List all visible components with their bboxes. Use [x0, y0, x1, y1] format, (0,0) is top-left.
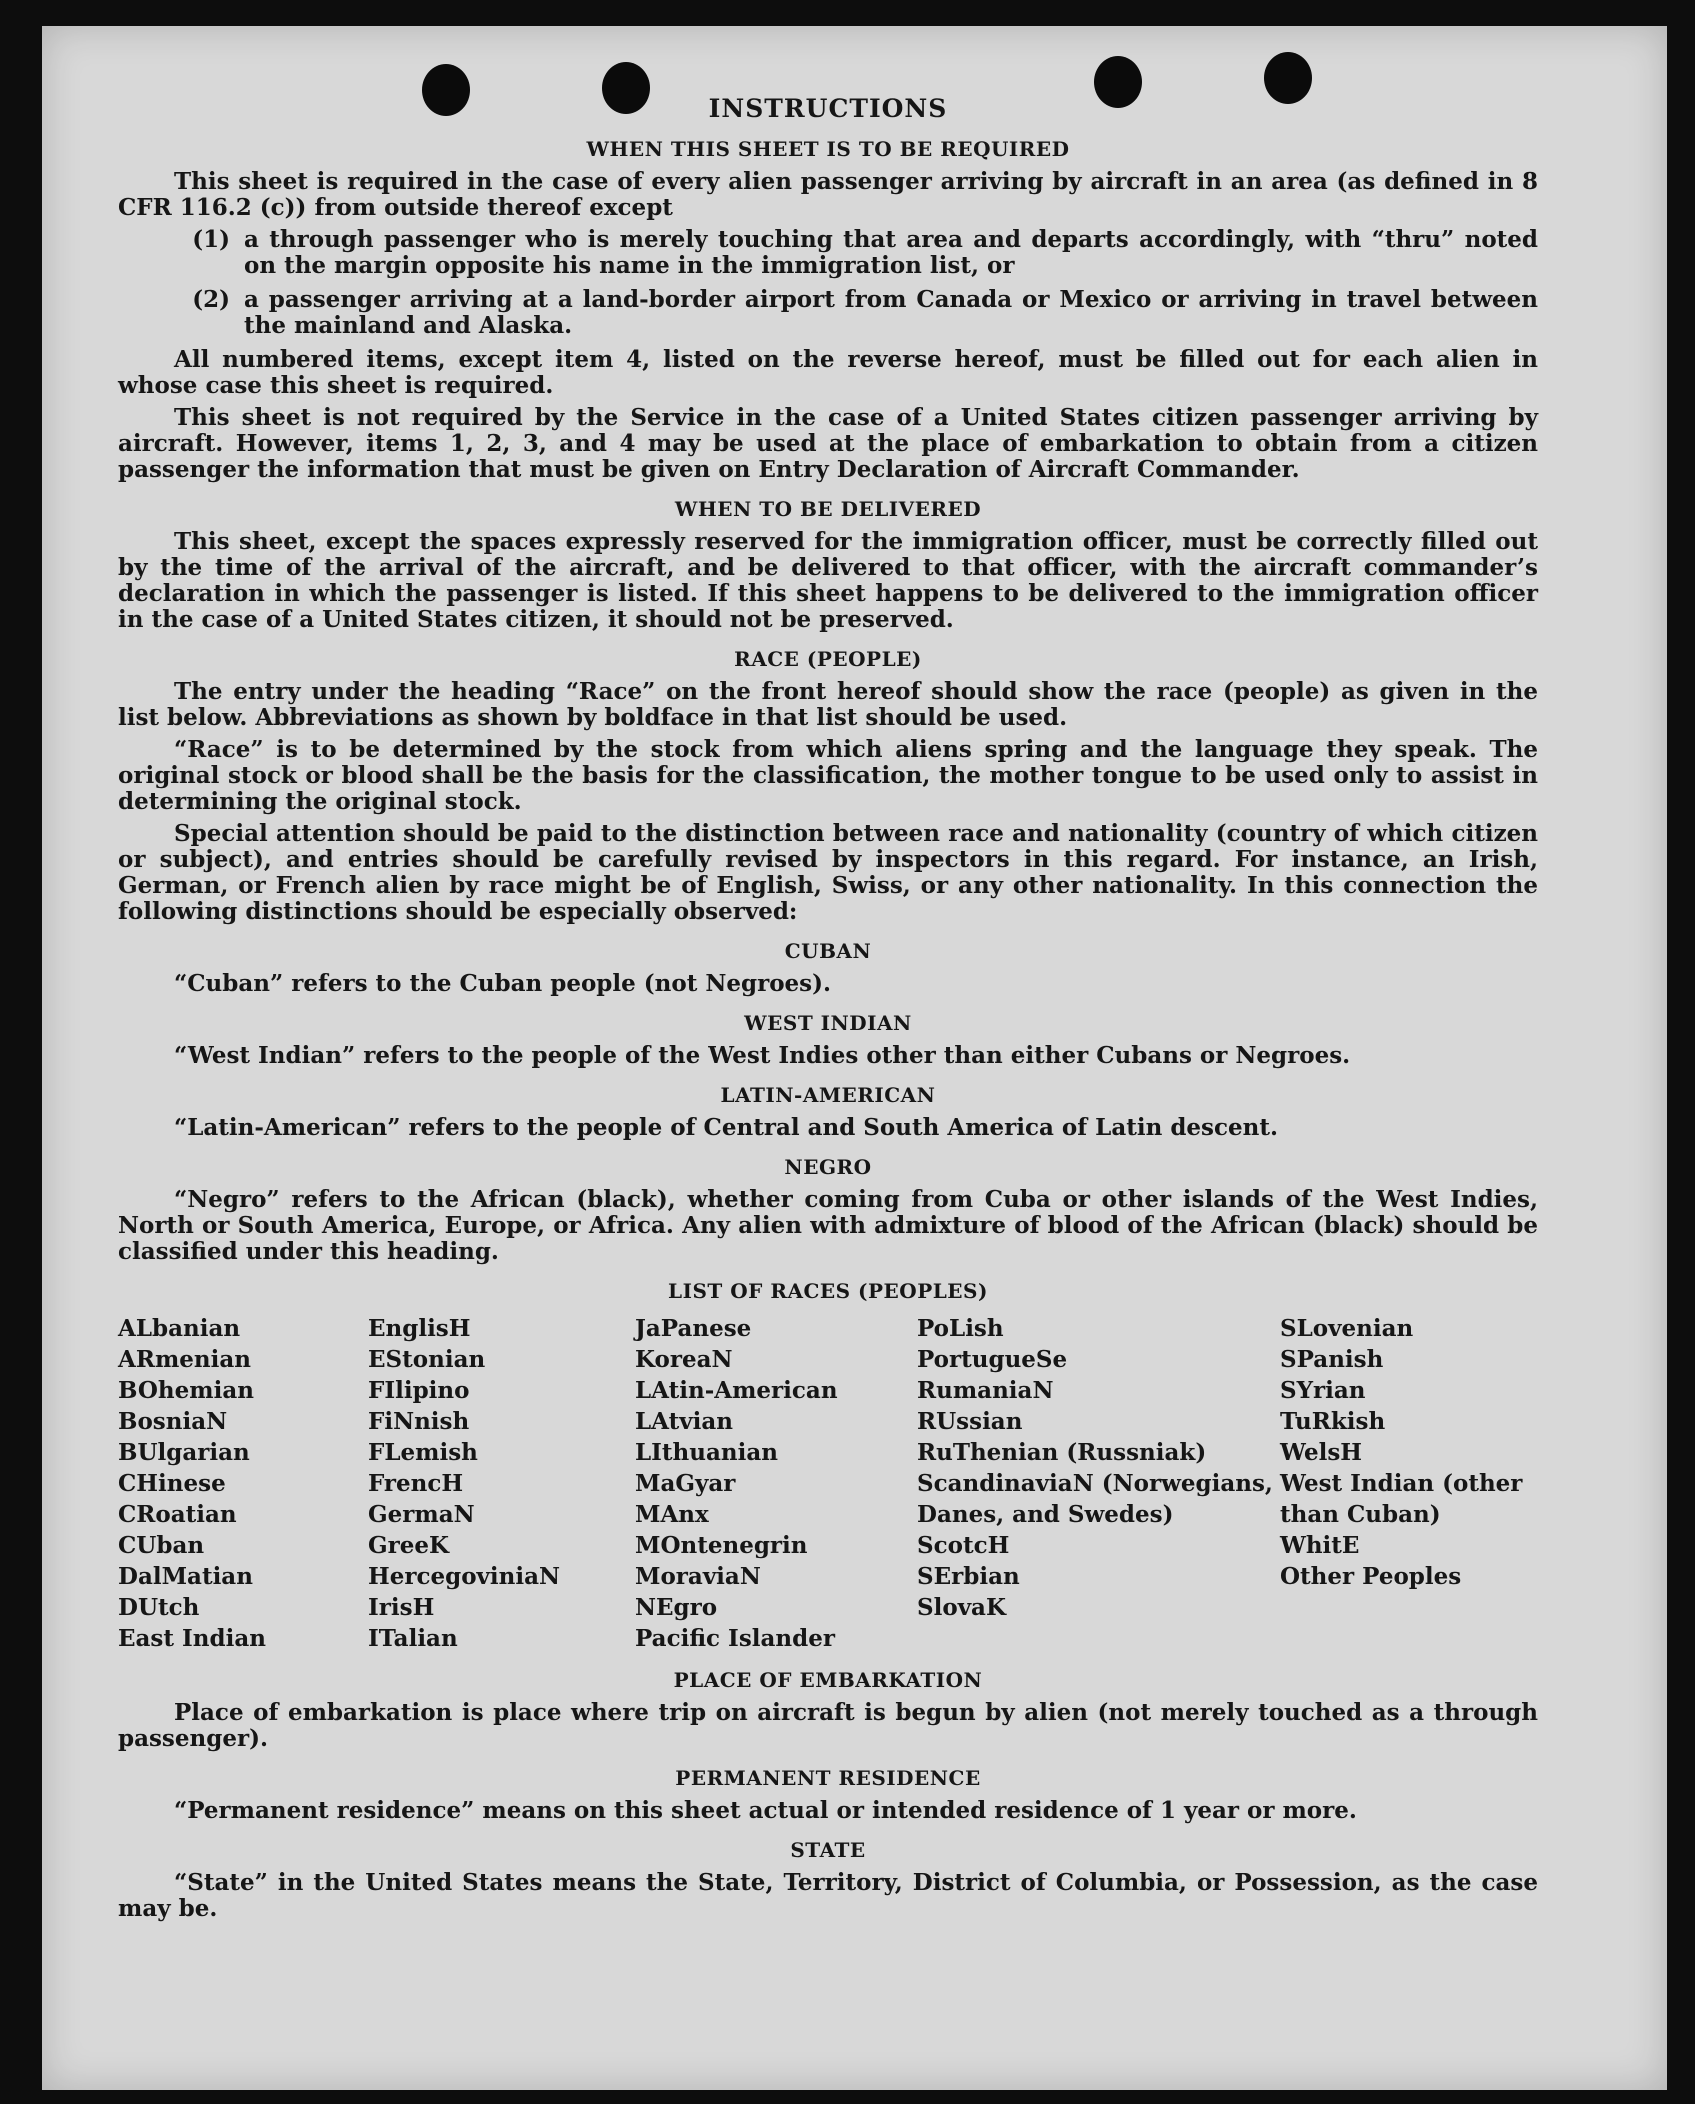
race-entry: RuThenian (Russniak) [917, 1439, 1207, 1466]
race-entry: EnglisH [368, 1315, 471, 1342]
race-entry: SErbian [917, 1563, 1020, 1590]
definition-embarkation: Place of embarkation is place where trip on aircraft is begun by alien (not merely touched as a through passenger). [118, 1699, 1538, 1752]
item-number: (1) [192, 226, 230, 253]
race-entry: East Indian [118, 1625, 266, 1652]
item-text: a through passenger who is merely touching that area and departs accordingly, with “thru” noted on the margin opposite his name in the immigration list, or [244, 226, 1538, 279]
race-entry: TuRkish [1280, 1408, 1386, 1435]
section-heading-cuban: CUBAN [784, 939, 872, 963]
paragraph-race-nationality: Special attention should be paid to the distinction between race and nationality (country of which citizen or subject), and entries should be carefully revised by inspectors in this regard. For instance, an Irish, German, or French alien by race might be of English, Swiss, or any other nationality. In this connection the following distinctions should be especially observed: [118, 820, 1538, 925]
races-column [368, 1313, 635, 1654]
race-entry: SYrian [1280, 1377, 1366, 1404]
document-sheet [42, 26, 1667, 2090]
race-entry: SPanish [1280, 1346, 1384, 1373]
races-column [635, 1313, 917, 1654]
race-entry: ScotcH [917, 1532, 1010, 1559]
race-entry: RUssian [917, 1408, 1023, 1435]
race-entry: SlovaK [917, 1594, 1006, 1621]
race-entry: FiNnish [368, 1408, 470, 1435]
section-heading-negro: NEGRO [784, 1155, 872, 1179]
definition-latin-american: “Latin-American” refers to the people of Central and South America of Latin descent. [174, 1114, 1278, 1141]
definition-state: “State” in the United States means the State, Territory, District of Columbia, or Possession, as the case may be. [118, 1869, 1538, 1922]
paragraph-numbered-items: All numbered items, except item 4, listed on the reverse hereof, must be filled out for each alien in whose case this sheet is required. [118, 346, 1538, 399]
race-entry: GreeK [368, 1532, 450, 1559]
section-heading-west-indian: WEST INDIAN [744, 1011, 912, 1035]
race-entry: Pacific Islander [635, 1625, 835, 1652]
section-heading-when-required: WHEN THIS SHEET IS TO BE REQUIRED [586, 137, 1070, 161]
paragraph-race-stock: “Race” is to be determined by the stock from which aliens spring and the language they speak. The original stock or blood shall be the basis for the classification, the mother tongue to be used only to assist in determining the original stock. [118, 736, 1538, 815]
race-entry: ALbanian [118, 1315, 241, 1342]
race-entry: DUtch [118, 1594, 200, 1621]
race-entry: NEgro [635, 1594, 718, 1621]
race-entry: ARmenian [118, 1346, 252, 1373]
race-entry: MOntenegrin [635, 1532, 808, 1559]
section-heading-latin-american: LATIN-AMERICAN [720, 1083, 936, 1107]
race-entry: LIthuanian [635, 1439, 778, 1466]
race-entry: West Indian (other than Cuban) [1280, 1470, 1523, 1528]
race-entry: JaPanese [635, 1315, 752, 1342]
races-column [917, 1313, 1280, 1654]
paragraph-race-entry: The entry under the heading “Race” on the front hereof should show the race (people) as given in the list below. Abbreviations as shown by boldface in that list should be used. [118, 678, 1538, 731]
race-entry: BUlgarian [118, 1439, 250, 1466]
definition-negro: “Negro” refers to the African (black), whether coming from Cuba or other islands of the West Indies, North or South America, Europe, or Africa. Any alien with admixture of blood of the African (black) should be classified under this heading. [118, 1186, 1538, 1265]
item-number: (2) [192, 286, 230, 313]
race-entry: FrencH [368, 1470, 464, 1497]
race-entry: Other Peoples [1280, 1563, 1462, 1590]
race-entry: BosniaN [118, 1408, 228, 1435]
races-list [118, 1313, 1538, 1654]
race-entry: HercegoviniaN [368, 1563, 561, 1590]
definition-cuban: “Cuban” refers to the Cuban people (not Negroes). [174, 970, 832, 997]
race-entry: IrisH [368, 1594, 435, 1621]
race-entry: KoreaN [635, 1346, 733, 1373]
section-heading-embarkation: PLACE OF EMBARKATION [673, 1668, 983, 1692]
page-title: INSTRUCTIONS [708, 94, 948, 123]
section-heading-list-of-races: LIST OF RACES (PEOPLES) [668, 1279, 988, 1303]
race-entry: WhitE [1280, 1532, 1360, 1559]
instructions-content [118, 94, 1538, 1928]
race-entry: EStonian [368, 1346, 486, 1373]
race-entry: ScandinaviaN (Norwegians, Danes, and Swedes) [917, 1470, 1273, 1528]
section-heading-race: RACE (PEOPLE) [734, 647, 922, 671]
race-entry: ITalian [368, 1625, 458, 1652]
race-entry: PortugueSe [917, 1346, 1068, 1373]
definition-residence: “Permanent residence” means on this sheet actual or intended residence of 1 year or more. [174, 1797, 1357, 1824]
race-entry: FIlipino [368, 1377, 470, 1404]
race-entry: CRoatian [118, 1501, 237, 1528]
paragraph-citizen-note: This sheet is not required by the Service in the case of a United States citizen passenger arriving by aircraft. However, items 1, 2, 3, and 4 may be used at the place of embarkation to obtain from a citizen passenger the information that must be given on Entry Declaration of Aircraft Commander. [118, 404, 1538, 483]
race-entry: DalMatian [118, 1563, 253, 1590]
race-entry: LAtin-American [635, 1377, 838, 1404]
race-entry: CHinese [118, 1470, 226, 1497]
race-entry: LAtvian [635, 1408, 733, 1435]
races-column [118, 1313, 368, 1654]
section-heading-state: STATE [790, 1838, 866, 1862]
race-entry: RumaniaN [917, 1377, 1054, 1404]
list-item [118, 227, 1538, 279]
race-entry: PoLish [917, 1315, 1004, 1342]
races-column [1280, 1313, 1540, 1654]
race-entry: CUban [118, 1532, 205, 1559]
section-heading-when-delivered: WHEN TO BE DELIVERED [674, 497, 982, 521]
race-entry: SLovenian [1280, 1315, 1414, 1342]
race-entry: FLemish [368, 1439, 478, 1466]
section-heading-residence: PERMANENT RESIDENCE [675, 1766, 981, 1790]
race-entry: BOhemian [118, 1377, 254, 1404]
race-entry: MoraviaN [635, 1563, 761, 1590]
race-entry: GermaN [368, 1501, 475, 1528]
race-entry: MAnx [635, 1501, 709, 1528]
list-item [118, 287, 1538, 339]
race-entry: MaGyar [635, 1470, 736, 1497]
race-entry: WelsH [1280, 1439, 1363, 1466]
paragraph-required-intro: This sheet is required in the case of every alien passenger arriving by aircraft in an area (as defined in 8 CFR 116.2 (c)) from outside thereof except [118, 168, 1538, 221]
definition-west-indian: “West Indian” refers to the people of the West Indies other than either Cubans or Negroes. [174, 1042, 1351, 1069]
paragraph-delivery: This sheet, except the spaces expressly reserved for the immigration officer, must be correctly filled out by the time of the arrival of the aircraft, and be delivered to that officer, with the aircraft commander’s declaration in which the passenger is listed. If this sheet happens to be delivered to the immigration officer in the case of a United States citizen, it should not be preserved. [118, 528, 1538, 633]
item-text: a passenger arriving at a land-border airport from Canada or Mexico or arriving in travel between the mainland and Alaska. [244, 286, 1538, 339]
